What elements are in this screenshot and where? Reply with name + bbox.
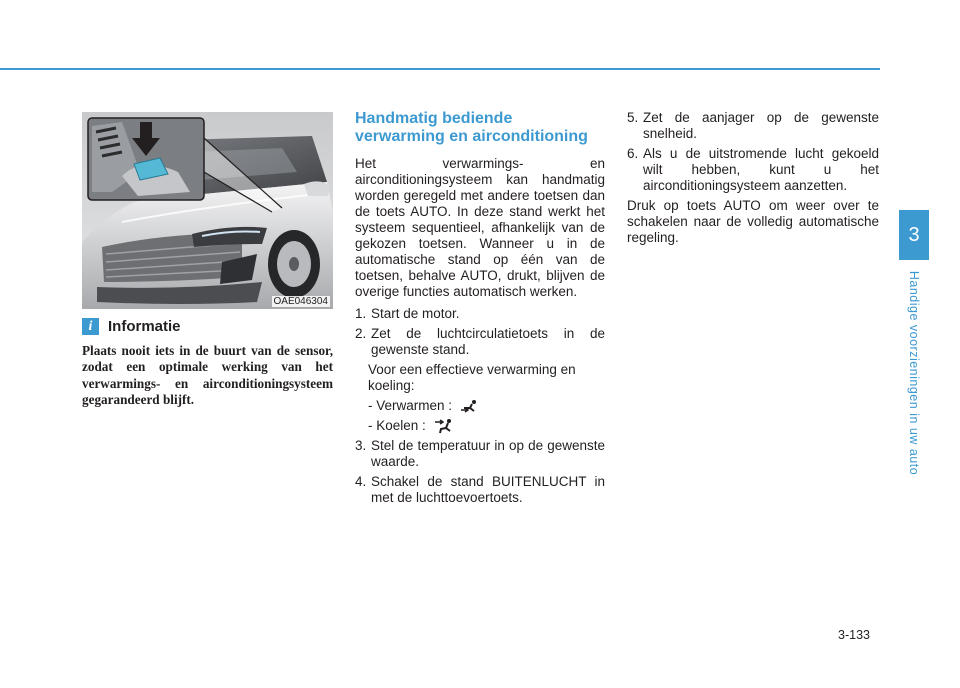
page-number: 3-133 [838,628,870,642]
closing-paragraph: Druk op toets AUTO om weer over te schakelen naar de volledig automatische regeling. [627,198,879,245]
list-item [355,306,605,322]
chapter-title-vertical [879,265,949,480]
info-body: Plaats nooit iets in de buurt van de sensor, zodat een optimale werking van het verwarmings- en airconditioningsysteem gegarandeerd blijft. [82,343,333,407]
content-column-right [627,110,879,252]
step-text: Zet de aanjager op de gewenste snelheid. [643,110,879,141]
info-title: Informatie [108,318,181,335]
info-heading [82,318,181,335]
tip-text: Voor een effectieve verwarming en koeling: [368,362,576,393]
car-illustration-svg [82,112,333,309]
step-number: 2. [355,326,367,341]
step-text: Zet de luchtcirculatietoets in de gewenste stand. [371,326,605,357]
mode-label: - Verwarmen : [368,398,453,413]
step-number: 5. [627,110,639,125]
info-icon: i [82,318,99,335]
intro-paragraph: Het verwarmings- en airconditioningsysteem kan handmatig worden geregeld met andere toetsen dan de toets AUTO. In deze stand werkt het systeem sequentieel, afhankelijk van de gekozen toetsen. Wanneer u in de automatische stand op één van de toetsen, behalve AUTO, drukt, blijven de overige functies automatisch werken. [355,156,605,299]
mode-label: - Koelen : [368,418,426,433]
step-number: 1. [355,306,367,321]
chapter-title: Handige voorzieningen in uw auto [907,270,922,475]
list-item [355,326,605,358]
header-rule [0,68,880,70]
step-number: 3. [355,438,367,453]
content-column-middle [355,110,605,510]
step-text: Stel de temperatuur in op de gewenste waarde. [371,438,605,469]
step-text: Schakel de stand BUITENLUCHT in met de luchttoevoertoets. [371,474,605,505]
step-number: 6. [627,146,639,161]
step-text: Start de motor. [371,306,460,321]
mode-heating [355,398,605,414]
list-item [627,146,879,194]
mode-cooling [355,418,605,434]
list-item [355,474,605,506]
section-heading: Handmatig bediende verwarming en airconditioning [355,110,588,145]
floor-airflow-icon [460,399,480,413]
car-sensor-illustration [82,112,333,309]
step-text: Als u de uitstromende lucht gekoeld wilt hebben, kunt u het airconditioningsysteem aanzetten. [643,146,879,193]
list-item [627,110,879,142]
figure-code: OAE046304 [273,296,328,307]
chapter-number: 3 [908,223,920,246]
step-number: 4. [355,474,367,489]
chapter-tab [899,210,929,260]
face-airflow-icon [434,418,454,434]
list-item [355,438,605,470]
